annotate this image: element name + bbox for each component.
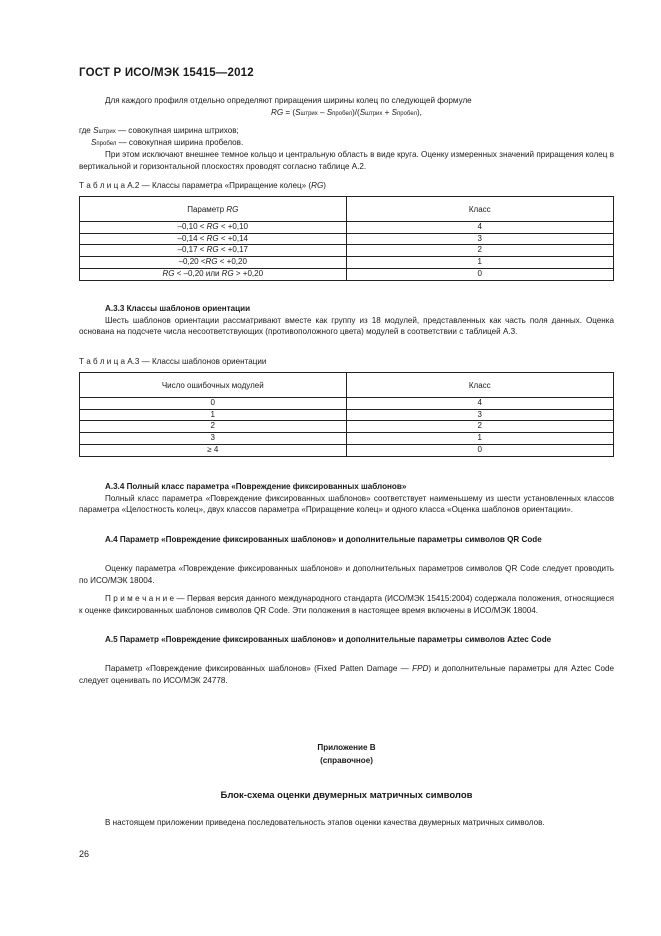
table-a2-row [80, 222, 614, 234]
table-a2-row-range: –0,17 < RG < +0,17 [80, 245, 347, 257]
table-a3-row-count: ≥ 4 [80, 444, 347, 456]
table-a2-row [80, 245, 614, 257]
table-a2-row-range: –0,10 < RG < +0,10 [80, 222, 347, 234]
table-a3-row-cls: 4 [346, 398, 613, 410]
section-a4-note: П р и м е ч а н и е — Первая версия данного международного стандарта (ИСО/МЭК 15415:2004) содержала положения, относящиеся к оценке фиксированных шаблонов символов QR Code. Эти положения в настоящее время включены в ИСО/МЭК 18004. [79, 594, 614, 615]
table-a2-body [80, 222, 614, 281]
table-a2-header [80, 197, 614, 222]
where-line-1: где Sштрих — совокупная ширина штрихов; [79, 126, 239, 135]
section-a33-title: А.3.3 Классы шаблонов ориентации [105, 304, 251, 313]
table-a2-row-cls: 0 [346, 268, 613, 280]
table-a3-row [80, 433, 614, 445]
page-number: 26 [79, 849, 90, 859]
table-a3-caption: Т а б л и ц а А.3 — Классы шаблонов ориентации [79, 357, 267, 366]
table-a3-row-count: 1 [80, 409, 347, 421]
table-a3-row-count: 3 [80, 433, 347, 445]
table-a2-row-range: RG < –0,20 или RG > +0,20 [80, 268, 347, 280]
section-a34 [79, 481, 614, 516]
table-a2-row-cls: 3 [346, 233, 613, 245]
table-a3-row-count: 0 [80, 398, 347, 410]
appendix-heading: Блок-схема оценки двумерных матричных символов [220, 790, 473, 801]
table-a2-row-cls: 2 [346, 245, 613, 257]
section-a34-title: А.3.4 Полный класс параметра «Повреждение фиксированных шаблонов» [105, 482, 407, 491]
table-a3-row-cls: 0 [346, 444, 613, 456]
table-a3-row-cls: 3 [346, 409, 613, 421]
table-a3-col-class: Класс [346, 373, 613, 398]
section-a34-text: Полный класс параметра «Повреждение фиксированных шаблонов» соответствует наименьшему из шести установленных классов параметра «Целостность колец», двух классов параметра «Приращение колец» и одного класса «Оценка шаблонов ориентации». [79, 493, 614, 514]
formula-lhs: RG [271, 108, 284, 117]
table-a3 [79, 372, 614, 457]
table-a3-row-cls: 1 [346, 433, 613, 445]
section-a5-text: Параметр «Повреждение фиксированных шаблонов» (Fixed Patten Damage — FPD) и дополнительные параметры для Aztec Code следует оценивать по ИСО/МЭК 24778. [79, 664, 614, 685]
table-a3-body [80, 398, 614, 457]
table-a2-row [80, 257, 614, 269]
table-a2-row-cls: 4 [346, 222, 613, 234]
table-a3-row [80, 409, 614, 421]
section-a4-text: Оценку параметра «Повреждение фиксированных шаблонов» и дополнительных параметров символов QR Code следует проводить по ИСО/МЭК 18004. [79, 564, 614, 585]
table-a2-col-parameter: Параметр RG [80, 197, 347, 222]
appendix-subtitle: (справочное) [320, 756, 373, 765]
section-a4-title: А.4 Параметр «Повреждение фиксированных шаблонов» и дополнительные параметры символов QR Code [105, 535, 542, 544]
where-line-2: Sпробел — совокупная ширина пробелов. [91, 138, 244, 147]
table-a2-row [80, 233, 614, 245]
document-header: ГОСТ Р ИСО/МЭК 15415—2012 [79, 67, 254, 79]
appendix-text: В настоящем приложении приведена последовательность этапов оценки качества двумерных матричных символов. [105, 818, 545, 827]
table-a3-row [80, 421, 614, 433]
table-a2 [79, 196, 614, 281]
section-a33-text: Шесть шаблонов ориентации рассматривают вместе как группу из 18 модулей, представленных как часть поля данных. Оценка основана на подсчете числа несоответствующих (противоположного цвета) модулей в соответствии с таблицей А.3. [79, 315, 614, 336]
table-a2-row-range: –0,20 <RG < +0,20 [80, 257, 347, 269]
note-label: П р и м е ч а н и е [105, 594, 175, 603]
formula: RG = (Sштрих – Sпробел)/(Sштрих + Sпробел), [271, 108, 422, 117]
table-a2-row-cls: 1 [346, 257, 613, 269]
intro-paragraph: Для каждого профиля отдельно определяют приращения ширины колец по следующей формуле [105, 96, 472, 105]
table-a3-col-errors: Число ошибочных модулей [80, 373, 347, 398]
table-a2-col-class: Класс [346, 197, 613, 222]
table-a3-row-count: 2 [80, 421, 347, 433]
table-a2-caption: Т а б л и ц а А.2 — Классы параметра «Приращение колец» (RG) [79, 181, 326, 190]
appendix-title: Приложение В [317, 743, 376, 752]
section-a5-title: А.5 Параметр «Повреждение фиксированных шаблонов» и дополнительные параметры символов Aztec Code [105, 635, 552, 644]
table-a2-row [80, 268, 614, 280]
table-a3-header [80, 373, 614, 398]
table-a3-row [80, 444, 614, 456]
section-a33 [79, 303, 614, 338]
table-a2-row-range: –0,14 < RG < +0,14 [80, 233, 347, 245]
table-a3-row [80, 398, 614, 410]
exclude-paragraph: При этом исключают внешнее темное кольцо и центральную область в виде круга. Оценку измеренных значений приращения колец в вертикальной и горизонтальной плоскостях проводят согласно таблице А.2. [79, 150, 614, 171]
table-a3-row-cls: 2 [346, 421, 613, 433]
